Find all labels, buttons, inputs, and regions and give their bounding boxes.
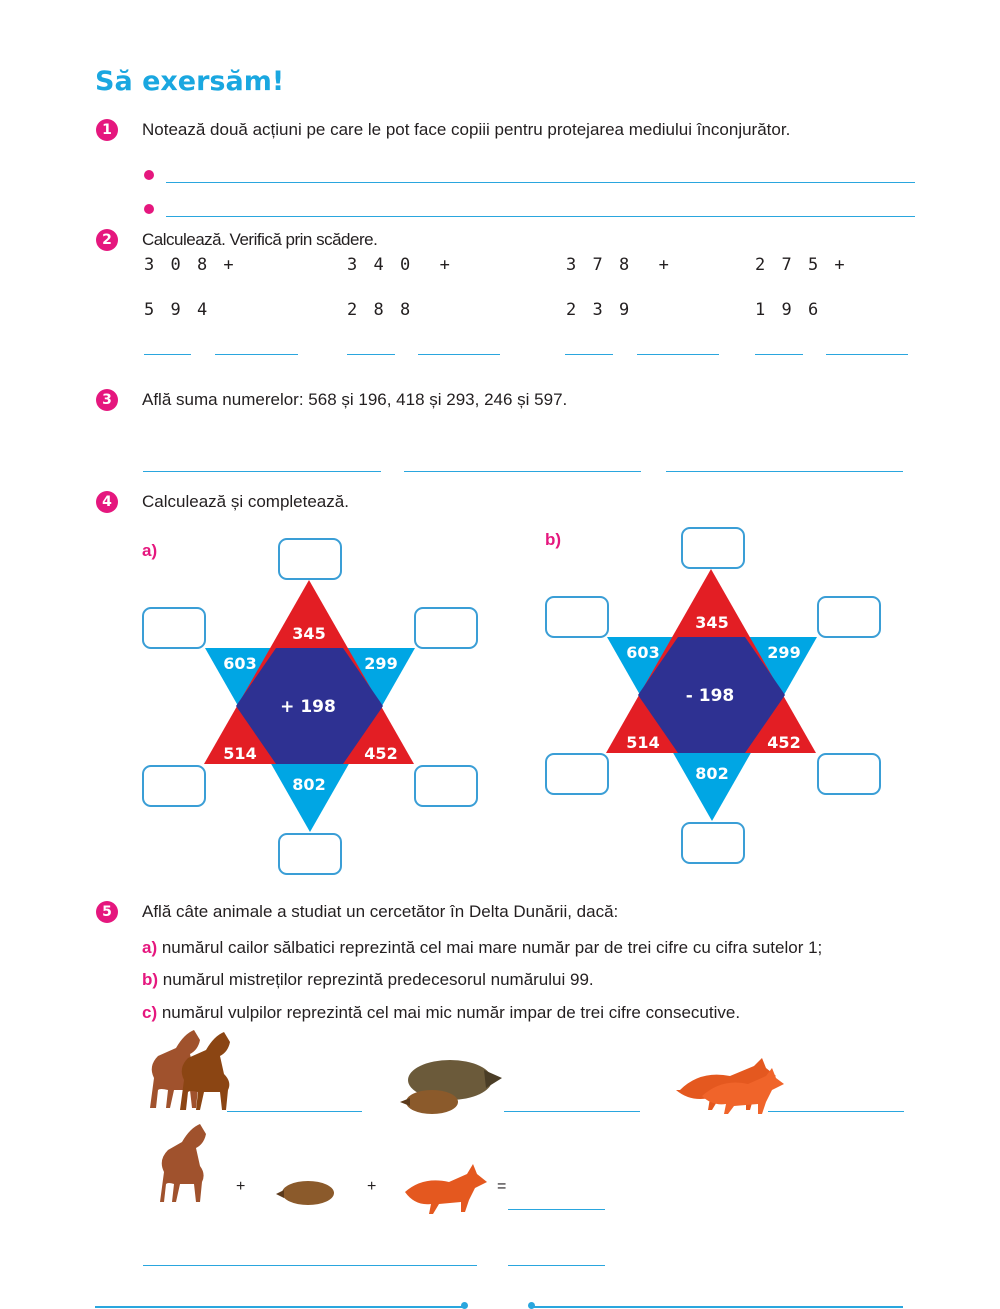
answer-box-upper-left[interactable] — [545, 596, 609, 638]
exercise-2-text: Calculează. Verifică prin scădere. — [142, 230, 378, 249]
condition-key: c) — [142, 1003, 158, 1022]
star-a-label: a) — [142, 541, 158, 560]
star-a-center: + 198 — [280, 697, 336, 717]
condition-text: numărul mistreților reprezintă predecesorul numărului 99. — [158, 970, 594, 989]
star-b-bottom: 802 — [695, 764, 729, 783]
addend-2: 5 9 4 — [144, 300, 211, 320]
footer-line — [533, 1306, 903, 1308]
answer-box-lower-right[interactable] — [817, 753, 881, 795]
answer-box-lower-left[interactable] — [545, 753, 609, 795]
star-b-upper-left: 603 — [626, 643, 660, 662]
exercise-4-number: 4 — [96, 491, 118, 513]
answer-line[interactable] — [143, 1265, 477, 1266]
star-a-bottom: 802 — [292, 775, 326, 794]
star-a-lower-left: 514 — [223, 744, 257, 763]
exercise-2-number: 2 — [96, 229, 118, 251]
exercise-1-text: Notează două acțiuni pe care le pot face copiii pentru protejarea mediului înconjurător. — [142, 120, 791, 139]
exercise-5-number: 5 — [96, 901, 118, 923]
condition-key: b) — [142, 970, 159, 989]
star-a-upper-left: 603 — [223, 654, 257, 673]
answer-box-upper-right[interactable] — [817, 596, 881, 638]
answer-line-horses[interactable] — [227, 1111, 362, 1112]
exercise-5-text: Află câte animale a studiat un cercetător în Delta Dunării, dacă: — [142, 902, 619, 921]
addend-2: 1 9 6 — [755, 300, 822, 320]
condition-text: numărul cailor sălbatici reprezintă cel mai mare număr par de trei cifre cu cifra sutelor 1; — [157, 938, 823, 957]
star-a-top: 345 — [292, 624, 326, 643]
answer-box-upper-right[interactable] — [414, 607, 478, 649]
addend-2: 2 8 8 — [347, 300, 414, 320]
plus-sign: + — [367, 1178, 377, 1195]
answer-box-lower-right[interactable] — [414, 765, 478, 807]
star-b-lower-right: 452 — [767, 733, 801, 752]
answer-box-top[interactable] — [278, 538, 342, 580]
answer-box-lower-left[interactable] — [142, 765, 206, 807]
star-b-lower-left: 514 — [626, 733, 660, 752]
horse-illustration — [160, 1124, 206, 1202]
addend-1: 3 4 0 + — [347, 255, 453, 275]
addend-1: 3 0 8 + — [144, 255, 237, 275]
exercise-3-number: 3 — [96, 389, 118, 411]
boar-illustration — [276, 1181, 334, 1205]
star-b — [606, 569, 817, 821]
star-a — [204, 580, 415, 832]
horses-illustration — [150, 1030, 230, 1110]
condition-key: a) — [142, 938, 158, 957]
star-b-label: b) — [545, 530, 562, 549]
exercise-1-number: 1 — [96, 119, 118, 141]
footer-dot — [461, 1302, 468, 1309]
answer-box-bottom[interactable] — [681, 822, 745, 864]
exercise-4-text: Calculează și completează. — [142, 492, 349, 511]
condition-c — [142, 1003, 740, 1023]
answer-box-top[interactable] — [681, 527, 745, 569]
exercise-3-text: Află suma numerelor: 568 și 196, 418 și 293, 246 și 597. — [142, 390, 568, 409]
answer-box-bottom[interactable] — [278, 833, 342, 875]
answer-line[interactable] — [508, 1265, 605, 1266]
addend-1: 3 7 8 + — [566, 255, 672, 275]
answer-box-upper-left[interactable] — [142, 607, 206, 649]
answer-line-total[interactable] — [508, 1209, 605, 1210]
addend-2: 2 3 9 — [566, 300, 633, 320]
footer-line — [95, 1306, 465, 1308]
answer-line-foxes[interactable] — [768, 1111, 904, 1112]
star-b-center: - 198 — [685, 686, 735, 706]
condition-a — [142, 938, 822, 958]
condition-text: numărul vulpilor reprezintă cel mai mic număr impar de trei cifre consecutive. — [157, 1003, 741, 1022]
answer-line-boars[interactable] — [504, 1111, 640, 1112]
star-a-upper-right: 299 — [364, 654, 398, 673]
addend-1: 2 7 5 + — [755, 255, 848, 275]
star-b-top: 345 — [695, 613, 729, 632]
page-title: Să exersăm! — [95, 66, 285, 97]
boars-illustration — [400, 1060, 502, 1114]
foxes-illustration — [676, 1058, 784, 1114]
star-b-upper-right: 299 — [767, 643, 801, 662]
fox-illustration — [405, 1164, 487, 1214]
plus-sign: + — [236, 1178, 246, 1195]
star-a-lower-right: 452 — [364, 744, 398, 763]
condition-b — [142, 970, 594, 990]
equals-sign: = — [497, 1178, 507, 1195]
